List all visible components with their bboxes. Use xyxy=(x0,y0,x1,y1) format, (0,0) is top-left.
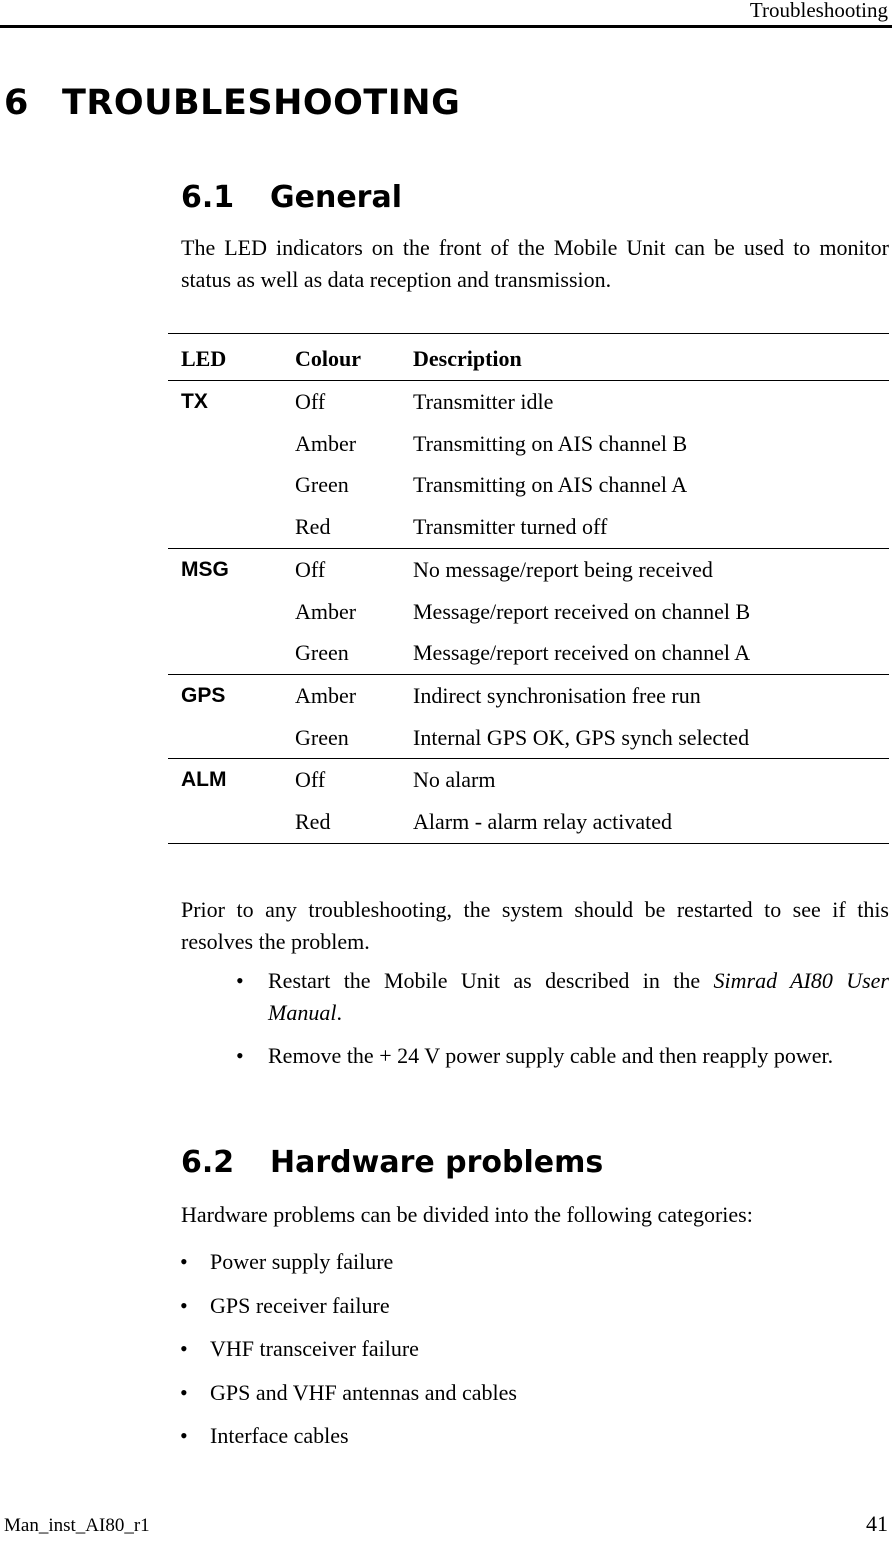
table-row xyxy=(168,717,889,759)
section-title-general xyxy=(181,180,402,216)
document-id: Man_inst_AI80_r1 xyxy=(4,1515,150,1536)
led-colour: Green xyxy=(295,632,413,674)
header-description: Description xyxy=(413,334,889,381)
led-name: MSG xyxy=(181,557,229,581)
led-colour: Amber xyxy=(295,682,357,708)
led-colour: Red xyxy=(295,801,413,843)
led-name-empty xyxy=(168,423,295,465)
list-item xyxy=(180,1327,889,1371)
table-row xyxy=(168,801,889,843)
led-description: Transmitting on AIS channel B xyxy=(413,430,688,456)
led-colour: Off xyxy=(295,389,326,414)
table-row xyxy=(168,464,889,506)
led-colour: Green xyxy=(295,472,349,498)
chapter-title-text: TROUBLESHOOTING xyxy=(62,83,461,123)
bullet-icon: • xyxy=(180,1292,188,1318)
led-description: Alarm - alarm relay activated xyxy=(413,801,889,843)
list-item xyxy=(236,965,889,1029)
manual-title: Simrad AI80 User Manual xyxy=(268,968,889,1025)
header-led: LED xyxy=(168,334,295,381)
table-row xyxy=(168,381,889,423)
led-name-empty xyxy=(168,506,295,548)
led-description: No message/report being received xyxy=(413,556,713,582)
led-description: Indirect synchronisation free run xyxy=(413,682,701,708)
step-text: Remove the + 24 V power supply cable and then reapply power. xyxy=(268,1043,834,1068)
section-title-text: Hardware problems xyxy=(270,1145,604,1180)
led-description: Message/report received on channel A xyxy=(413,632,889,674)
led-name: GPS xyxy=(181,683,226,707)
list-item xyxy=(180,1414,889,1458)
section-number: 6.1 xyxy=(181,180,235,215)
led-name-empty xyxy=(168,591,295,633)
led-colour: Off xyxy=(295,767,326,793)
led-description: Message/report received on channel B xyxy=(413,598,751,624)
category-text: GPS receiver failure xyxy=(210,1292,390,1318)
section-number: 6.2 xyxy=(181,1145,235,1180)
bullet-icon: • xyxy=(180,1336,188,1361)
led-name: ALM xyxy=(181,768,227,792)
list-item xyxy=(236,1040,889,1072)
led-description: Transmitting on AIS channel A xyxy=(413,472,688,498)
led-colour: Off xyxy=(295,556,326,582)
category-text: VHF transceiver failure xyxy=(210,1336,419,1361)
restart-paragraph: Prior to any troubleshooting, the system should be restarted to see if this resolves the problem. xyxy=(181,897,889,954)
led-colour: Amber xyxy=(295,598,357,624)
header-colour: Colour xyxy=(295,334,413,381)
restart-steps-list xyxy=(236,965,889,1083)
led-name: TX xyxy=(181,390,208,413)
list-item xyxy=(180,1240,889,1284)
table-row xyxy=(168,548,889,590)
led-description: Internal GPS OK, GPS synch selected xyxy=(413,717,889,759)
running-header: Troubleshooting xyxy=(749,0,888,22)
section-title-hardware xyxy=(181,1145,603,1181)
led-colour: Amber xyxy=(295,430,357,456)
hardware-intro: Hardware problems can be divided into the following categories: xyxy=(181,1202,753,1227)
step-text: Restart the Mobile Unit as described in the xyxy=(268,968,714,993)
led-table-body xyxy=(168,381,889,844)
list-item xyxy=(180,1284,889,1328)
led-colour: Red xyxy=(295,506,413,548)
table-row xyxy=(168,759,889,801)
led-description: Transmitter turned off xyxy=(413,506,889,548)
table-row xyxy=(168,632,889,674)
led-description: No alarm xyxy=(413,767,496,793)
chapter-title xyxy=(4,82,460,124)
led-name-empty xyxy=(168,717,295,759)
page-number: 41 xyxy=(866,1511,888,1536)
led-name-empty xyxy=(168,801,295,843)
led-name-empty xyxy=(168,464,295,506)
header-rule xyxy=(0,25,892,28)
led-name-empty xyxy=(168,632,295,674)
intro-paragraph: The LED indicators on the front of the Mobile Unit can be used to monitor status as well as data reception and transmission. xyxy=(181,235,889,292)
bullet-icon: • xyxy=(180,1379,188,1405)
category-text: GPS and VHF antennas and cables xyxy=(210,1379,517,1405)
bullet-icon: • xyxy=(236,1043,244,1068)
led-description: Transmitter idle xyxy=(413,389,554,414)
table-row xyxy=(168,506,889,548)
table-row xyxy=(168,423,889,465)
bullet-icon: • xyxy=(180,1423,188,1448)
table-row xyxy=(168,591,889,633)
led-colour: Green xyxy=(295,717,413,759)
hardware-categories-list xyxy=(180,1240,889,1458)
bullet-icon: • xyxy=(180,1249,188,1274)
step-text-end: . xyxy=(336,1000,342,1025)
category-text: Power supply failure xyxy=(210,1249,394,1274)
bullet-icon: • xyxy=(236,968,244,993)
led-table xyxy=(168,333,889,844)
section-title-text: General xyxy=(270,180,402,215)
table-row xyxy=(168,674,889,716)
chapter-number: 6 xyxy=(4,83,29,123)
list-item xyxy=(180,1371,889,1415)
led-table-header-row xyxy=(168,334,889,381)
category-text: Interface cables xyxy=(210,1423,349,1448)
